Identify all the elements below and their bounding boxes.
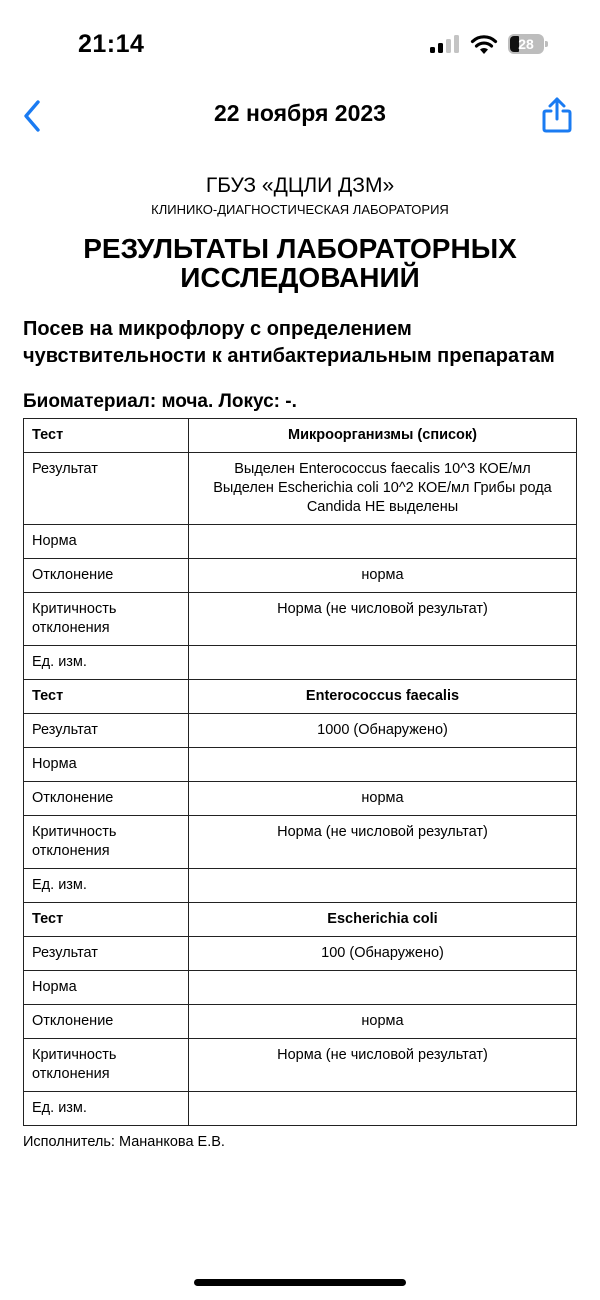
table-row — [24, 869, 577, 903]
table-row — [24, 525, 577, 559]
executor: Исполнитель: Мананкова Е.В. — [23, 1134, 225, 1150]
cell-key: Ед. изм. — [24, 1092, 189, 1126]
cell-key: Результат — [24, 714, 189, 748]
battery-level: 28 — [518, 36, 534, 52]
cell-value: Норма (не числовой результат) — [189, 1039, 577, 1092]
org-subtitle: КЛИНИКО-ДИАГНОСТИЧЕСКАЯ ЛАБОРАТОРИЯ — [151, 202, 449, 217]
cell-key: Критичность отклонения — [24, 816, 189, 869]
table-row — [24, 937, 577, 971]
share-icon[interactable] — [540, 96, 574, 134]
biomaterial: Биоматериал: моча. Локус: -. — [23, 391, 297, 412]
cell-value — [189, 869, 577, 903]
cell-key: Отклонение — [24, 782, 189, 816]
table-row — [24, 748, 577, 782]
cell-value: норма — [189, 782, 577, 816]
table-row — [24, 1092, 577, 1126]
table-row — [24, 1039, 577, 1092]
table-row — [24, 1005, 577, 1039]
battery-icon — [508, 34, 548, 54]
report-title-line2: ИССЛЕДОВАНИЙ — [180, 262, 420, 293]
cell-key: Критичность отклонения — [24, 1039, 189, 1092]
cell-key: Тест — [24, 680, 189, 714]
cell-key: Норма — [24, 971, 189, 1005]
cell-key: Ед. изм. — [24, 869, 189, 903]
cell-key: Норма — [24, 525, 189, 559]
cell-value: норма — [189, 1005, 577, 1039]
cell-key: Ед. изм. — [24, 646, 189, 680]
table-row — [24, 782, 577, 816]
cell-key: Результат — [24, 453, 189, 525]
table-row — [24, 903, 577, 937]
table-row — [24, 816, 577, 869]
cell-value — [189, 453, 577, 525]
cell-value: Escherichia coli — [189, 903, 577, 937]
signal-icon — [430, 35, 460, 53]
cell-key: Результат — [24, 937, 189, 971]
wifi-icon — [470, 33, 498, 55]
result-line: Выделен Escherichia coli 10^2 КОЕ/мл Грибы рода Candida НЕ выделены — [213, 480, 552, 515]
cell-key: Тест — [24, 903, 189, 937]
home-indicator[interactable] — [194, 1279, 406, 1286]
cell-value — [189, 748, 577, 782]
report-title-line1: РЕЗУЛЬТАТЫ ЛАБОРАТОРНЫХ — [83, 233, 517, 264]
cell-value: Норма (не числовой результат) — [189, 593, 577, 646]
page-title: 22 ноября 2023 — [214, 100, 386, 126]
org-name: ГБУЗ «ДЦЛИ ДЗМ» — [205, 174, 395, 197]
cell-key: Отклонение — [24, 559, 189, 593]
results-table — [23, 418, 577, 1126]
cell-value: Норма (не числовой результат) — [189, 816, 577, 869]
lab-report — [23, 172, 577, 1150]
status-bar — [0, 0, 600, 90]
table-row — [24, 680, 577, 714]
cell-value: 100 (Обнаружено) — [189, 937, 577, 971]
table-row — [24, 419, 577, 453]
cell-value: норма — [189, 559, 577, 593]
table-row — [24, 559, 577, 593]
cell-key: Критичность отклонения — [24, 593, 189, 646]
cell-value: 1000 (Обнаружено) — [189, 714, 577, 748]
cell-value — [189, 525, 577, 559]
cell-value: Enterococcus faecalis — [189, 680, 577, 714]
test-title: Посев на микрофлору с определением чувствительности к антибактериальным препаратам — [23, 318, 555, 367]
table-row — [24, 646, 577, 680]
status-time: 21:14 — [78, 30, 145, 58]
table-row — [24, 714, 577, 748]
table-row — [24, 453, 577, 525]
table-row — [24, 971, 577, 1005]
cell-value: Микроорганизмы (список) — [189, 419, 577, 453]
cell-value — [189, 971, 577, 1005]
report-title — [23, 234, 577, 292]
cell-value — [189, 646, 577, 680]
table-row — [24, 593, 577, 646]
cell-key: Норма — [24, 748, 189, 782]
cell-key: Отклонение — [24, 1005, 189, 1039]
cell-key: Тест — [24, 419, 189, 453]
cell-value — [189, 1092, 577, 1126]
result-line: Выделен Enterococcus faecalis 10^3 КОЕ/мл — [234, 461, 531, 477]
